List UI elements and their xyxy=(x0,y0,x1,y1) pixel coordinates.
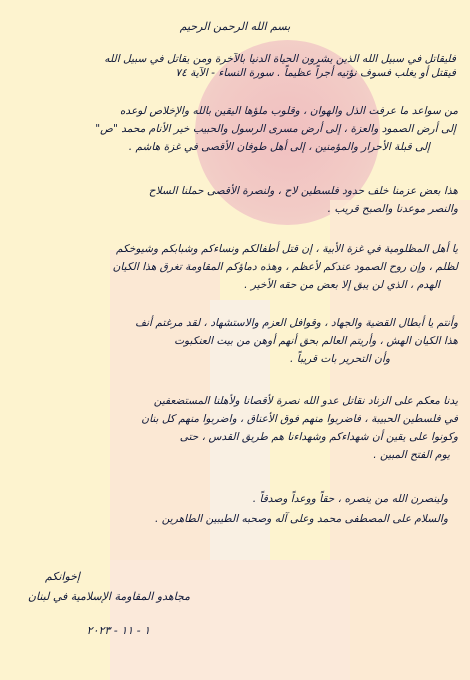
paragraph-line: وأن التحرير بات قريباً . xyxy=(290,353,390,365)
paragraph-line: إلى أرض الصمود والعزة ، إلى أرض مسرى الرسول والحبيب خير الأنام محمد "ص" xyxy=(95,123,456,135)
paragraph-line: والسلام على المصطفى محمد وعلى آله وصحبه الطيبين الطاهرين . xyxy=(154,513,448,525)
paragraph-line: الهدم ، الذي لن يبق إلا بعض من حقه الأخير . xyxy=(244,279,440,291)
paragraph-line: هذا الكيان الهش ، وأريتم العالم بحق أنهم أوهن من بيت العنكبوت xyxy=(174,335,458,347)
background-panel-bottom xyxy=(110,560,350,680)
paragraph-line: من سواعد ما عرفت الذل والهوان ، وقلوب ملؤها اليقين بالله والإخلاص لوعده xyxy=(119,105,458,117)
paragraph-line: ولينصرن الله من ينصره ، حقاً ووعداً وصدقاً . xyxy=(252,493,448,505)
paragraph-line: وأنتم يا أبطال القضية والجهاد ، وقوافل العزم والاستشهاد ، لقد مرغتم أنف xyxy=(135,317,458,329)
paragraph-line: وكونوا على يقين أن شهداءكم وشهداءنا هم طريق القدس ، حتى xyxy=(179,431,458,443)
paragraph-line: في فلسطين الحبيبة ، فاضربوا منهم فوق الأعناق ، واضربوا منهم كل بنان xyxy=(141,413,458,425)
paragraph-line: يدنا معكم على الزناد نقاتل عدو الله نصرة لأقصانا ولأهلنا المستضعفين xyxy=(153,395,458,407)
paragraph-line: هذا بعض عزمنا خلف حدود فلسطين لاح ، ولنصرة الأقصى حملنا السلاح xyxy=(148,185,458,197)
verse-line: فليقاتل في سبيل الله الذين يشرون الحياة الدنيا بالآخرة ومن يقاتل في سبيل الله xyxy=(104,53,456,65)
signature-from: إخوانكم xyxy=(44,570,80,583)
paragraph-line: لظلم ، وإن روح الصمود عندكم لأعظم ، وهذه دماؤكم المقاومة تغرق هذا الكيان xyxy=(112,261,458,273)
paragraph-line: والنصر موعدنا والصبح قريب . xyxy=(327,203,458,215)
basmala: بسم الله الرحمن الرحيم xyxy=(179,20,291,33)
paragraph-line: يوم الفتح المبين . xyxy=(373,449,450,461)
verse-line: فيقتل أو يغلب فسوف نؤتيه أجراً عظيماً . سورة النساء - الآية ٧٤ xyxy=(175,67,456,79)
signature-date: ١ - ١١ - ٢٠٢٣ xyxy=(86,624,150,637)
paragraph-line: إلى قبلة الأحرار والمؤمنين ، إلى أهل طوفان الأقصى في غزة هاشم . xyxy=(128,141,430,153)
signature-organization: مجاهدو المقاومة الإسلامية في لبنان xyxy=(27,590,190,603)
paragraph-line: يا أهل المظلومية في غزة الأبية ، إن قتل أطفالكم ونساءكم وشبابكم وشيوخكم xyxy=(115,243,458,255)
